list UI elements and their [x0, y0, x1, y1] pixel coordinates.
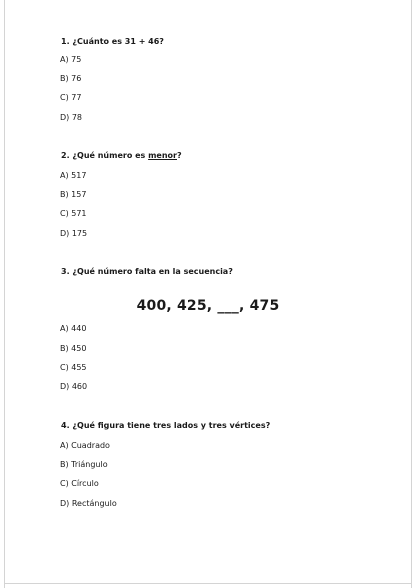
question-2-option-b: B) 157: [60, 190, 87, 199]
question-3-option-b: B) 450: [60, 344, 87, 353]
question-4-option-d: D) Rectángulo: [60, 499, 117, 508]
question-4-option-a: A) Cuadrado: [60, 441, 110, 450]
question-2-option-a: A) 517: [60, 171, 87, 180]
page-border-right: [411, 0, 412, 588]
question-1-option-c: C) 77: [60, 93, 82, 102]
page-border-bottom: [4, 583, 412, 584]
question-1-option-a: A) 75: [60, 55, 82, 64]
question-2-title-text: 2. ¿Qué número es: [61, 151, 149, 160]
page-border-left: [4, 0, 5, 588]
question-2-title: [61, 151, 182, 160]
question-2-option-d: D) 175: [60, 229, 88, 238]
question-2-title-end: ?: [177, 151, 182, 160]
question-1-title: 1. ¿Cuánto es 31 + 46?: [61, 37, 164, 46]
question-2-option-c: C) 571: [60, 209, 87, 218]
question-3-option-a: A) 440: [60, 324, 87, 333]
question-4-option-b: B) Triángulo: [60, 460, 108, 469]
question-4-title: 4. ¿Qué figura tiene tres lados y tres vértices?: [61, 421, 271, 430]
question-1-option-d: D) 78: [60, 113, 83, 122]
question-3-option-c: C) 455: [60, 363, 87, 372]
question-3-option-d: D) 460: [60, 382, 88, 391]
question-3-title: 3. ¿Qué número falta en la secuencia?: [61, 267, 233, 276]
question-4-option-c: C) Círculo: [60, 479, 99, 488]
number-sequence: 400, 425, ___, 475: [136, 298, 280, 314]
question-1-option-b: B) 76: [60, 74, 82, 83]
question-2-emphasis: menor: [148, 151, 177, 160]
